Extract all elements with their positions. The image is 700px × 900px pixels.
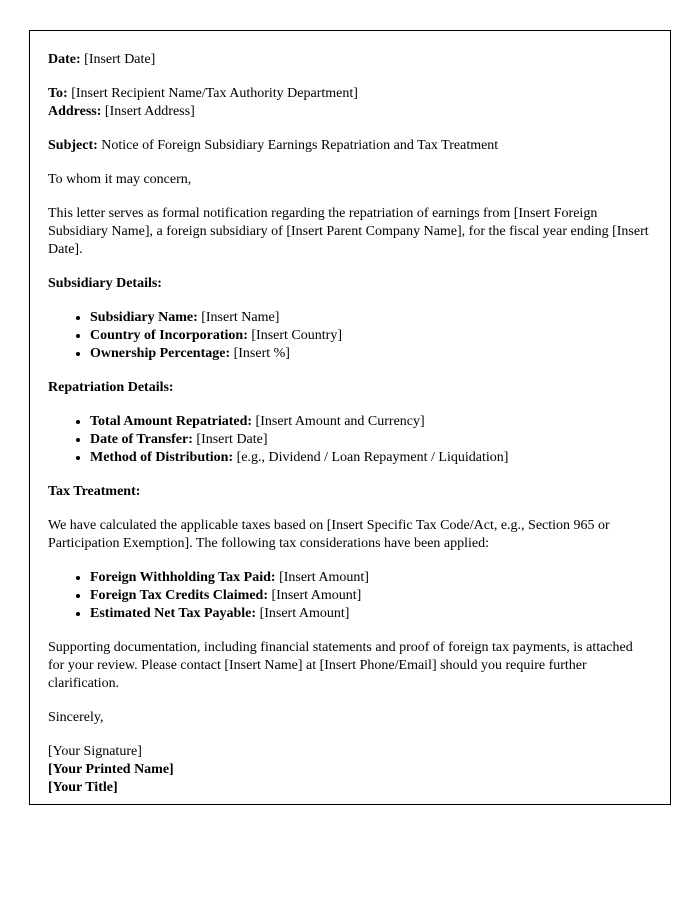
subject-line — [48, 137, 652, 155]
to-value: [Insert Recipient Name/Tax Authority Department] — [71, 86, 358, 101]
item-label: Country of Incorporation: — [90, 328, 248, 343]
date-value: [Insert Date] — [84, 52, 156, 67]
item-label: Estimated Net Tax Payable: — [90, 606, 257, 621]
item-label: Subsidiary Name: — [90, 310, 198, 325]
item-value: [Insert %] — [233, 346, 290, 361]
tax-list — [48, 569, 652, 623]
closing-paragraph: Supporting documentation, including financial statements and proof of foreign tax payments, is attached for your review. Please contact [Insert Name] at [Insert Phone/Email] should you require further clarification. — [48, 640, 633, 691]
list-item — [90, 587, 652, 605]
to-label: To: — [48, 86, 68, 101]
list-item — [90, 327, 652, 345]
tax-paragraph: We have calculated the applicable taxes based on [Insert Specific Tax Code/Act, e.g., Section 965 or Participation Exemption]. The following tax considerations have been applied: — [48, 518, 610, 551]
list-item — [90, 345, 652, 363]
list-item — [90, 569, 652, 587]
item-value: [Insert Name] — [201, 310, 280, 325]
subject-value: Notice of Foreign Subsidiary Earnings Repatriation and Tax Treatment — [101, 138, 499, 153]
repatriation-list — [48, 413, 652, 467]
item-value: [Insert Date] — [196, 432, 268, 447]
section-heading-subsidiary: Subsidiary Details: — [48, 276, 162, 291]
signoff: Sincerely, — [48, 710, 104, 725]
list-item — [90, 605, 652, 623]
subject-label: Subject: — [48, 138, 98, 153]
recipient-block — [48, 85, 652, 121]
title-placeholder: [Your Title] — [48, 780, 118, 795]
subsidiary-list — [48, 309, 652, 363]
item-label: Foreign Withholding Tax Paid: — [90, 570, 276, 585]
item-label: Date of Transfer: — [90, 432, 193, 447]
signature-placeholder: [Your Signature] — [48, 744, 142, 759]
item-value: [Insert Amount] — [271, 588, 362, 603]
list-item — [90, 309, 652, 327]
date-label: Date: — [48, 52, 81, 67]
item-label: Method of Distribution: — [90, 450, 234, 465]
to-line — [48, 85, 652, 103]
list-item — [90, 431, 652, 449]
date-line — [48, 51, 652, 69]
item-value: [Insert Country] — [251, 328, 342, 343]
item-value: [Insert Amount] — [279, 570, 369, 585]
item-value: [e.g., Dividend / Loan Repayment / Liquidation] — [236, 450, 509, 465]
section-heading-tax: Tax Treatment: — [48, 484, 141, 499]
letter-page — [29, 30, 671, 805]
address-label: Address: — [48, 104, 102, 119]
salutation: To whom it may concern, — [48, 172, 192, 187]
item-value: [Insert Amount] — [259, 606, 350, 621]
item-label: Total Amount Repatriated: — [90, 414, 253, 429]
section-heading-repatriation: Repatriation Details: — [48, 380, 174, 395]
intro-paragraph: This letter serves as formal notification regarding the repatriation of earnings from [Insert Foreign Subsidiary Name], a foreign subsidiary of [Insert Parent Company Name], for the fiscal year ending [Insert Date]. — [48, 206, 649, 257]
item-label: Foreign Tax Credits Claimed: — [90, 588, 268, 603]
printed-name-placeholder: [Your Printed Name] — [48, 762, 174, 777]
address-value: [Insert Address] — [104, 104, 195, 119]
item-value: [Insert Amount and Currency] — [255, 414, 425, 429]
address-line — [48, 103, 652, 121]
item-label: Ownership Percentage: — [90, 346, 231, 361]
signature-block — [48, 743, 652, 797]
list-item — [90, 413, 652, 431]
list-item — [90, 449, 652, 467]
